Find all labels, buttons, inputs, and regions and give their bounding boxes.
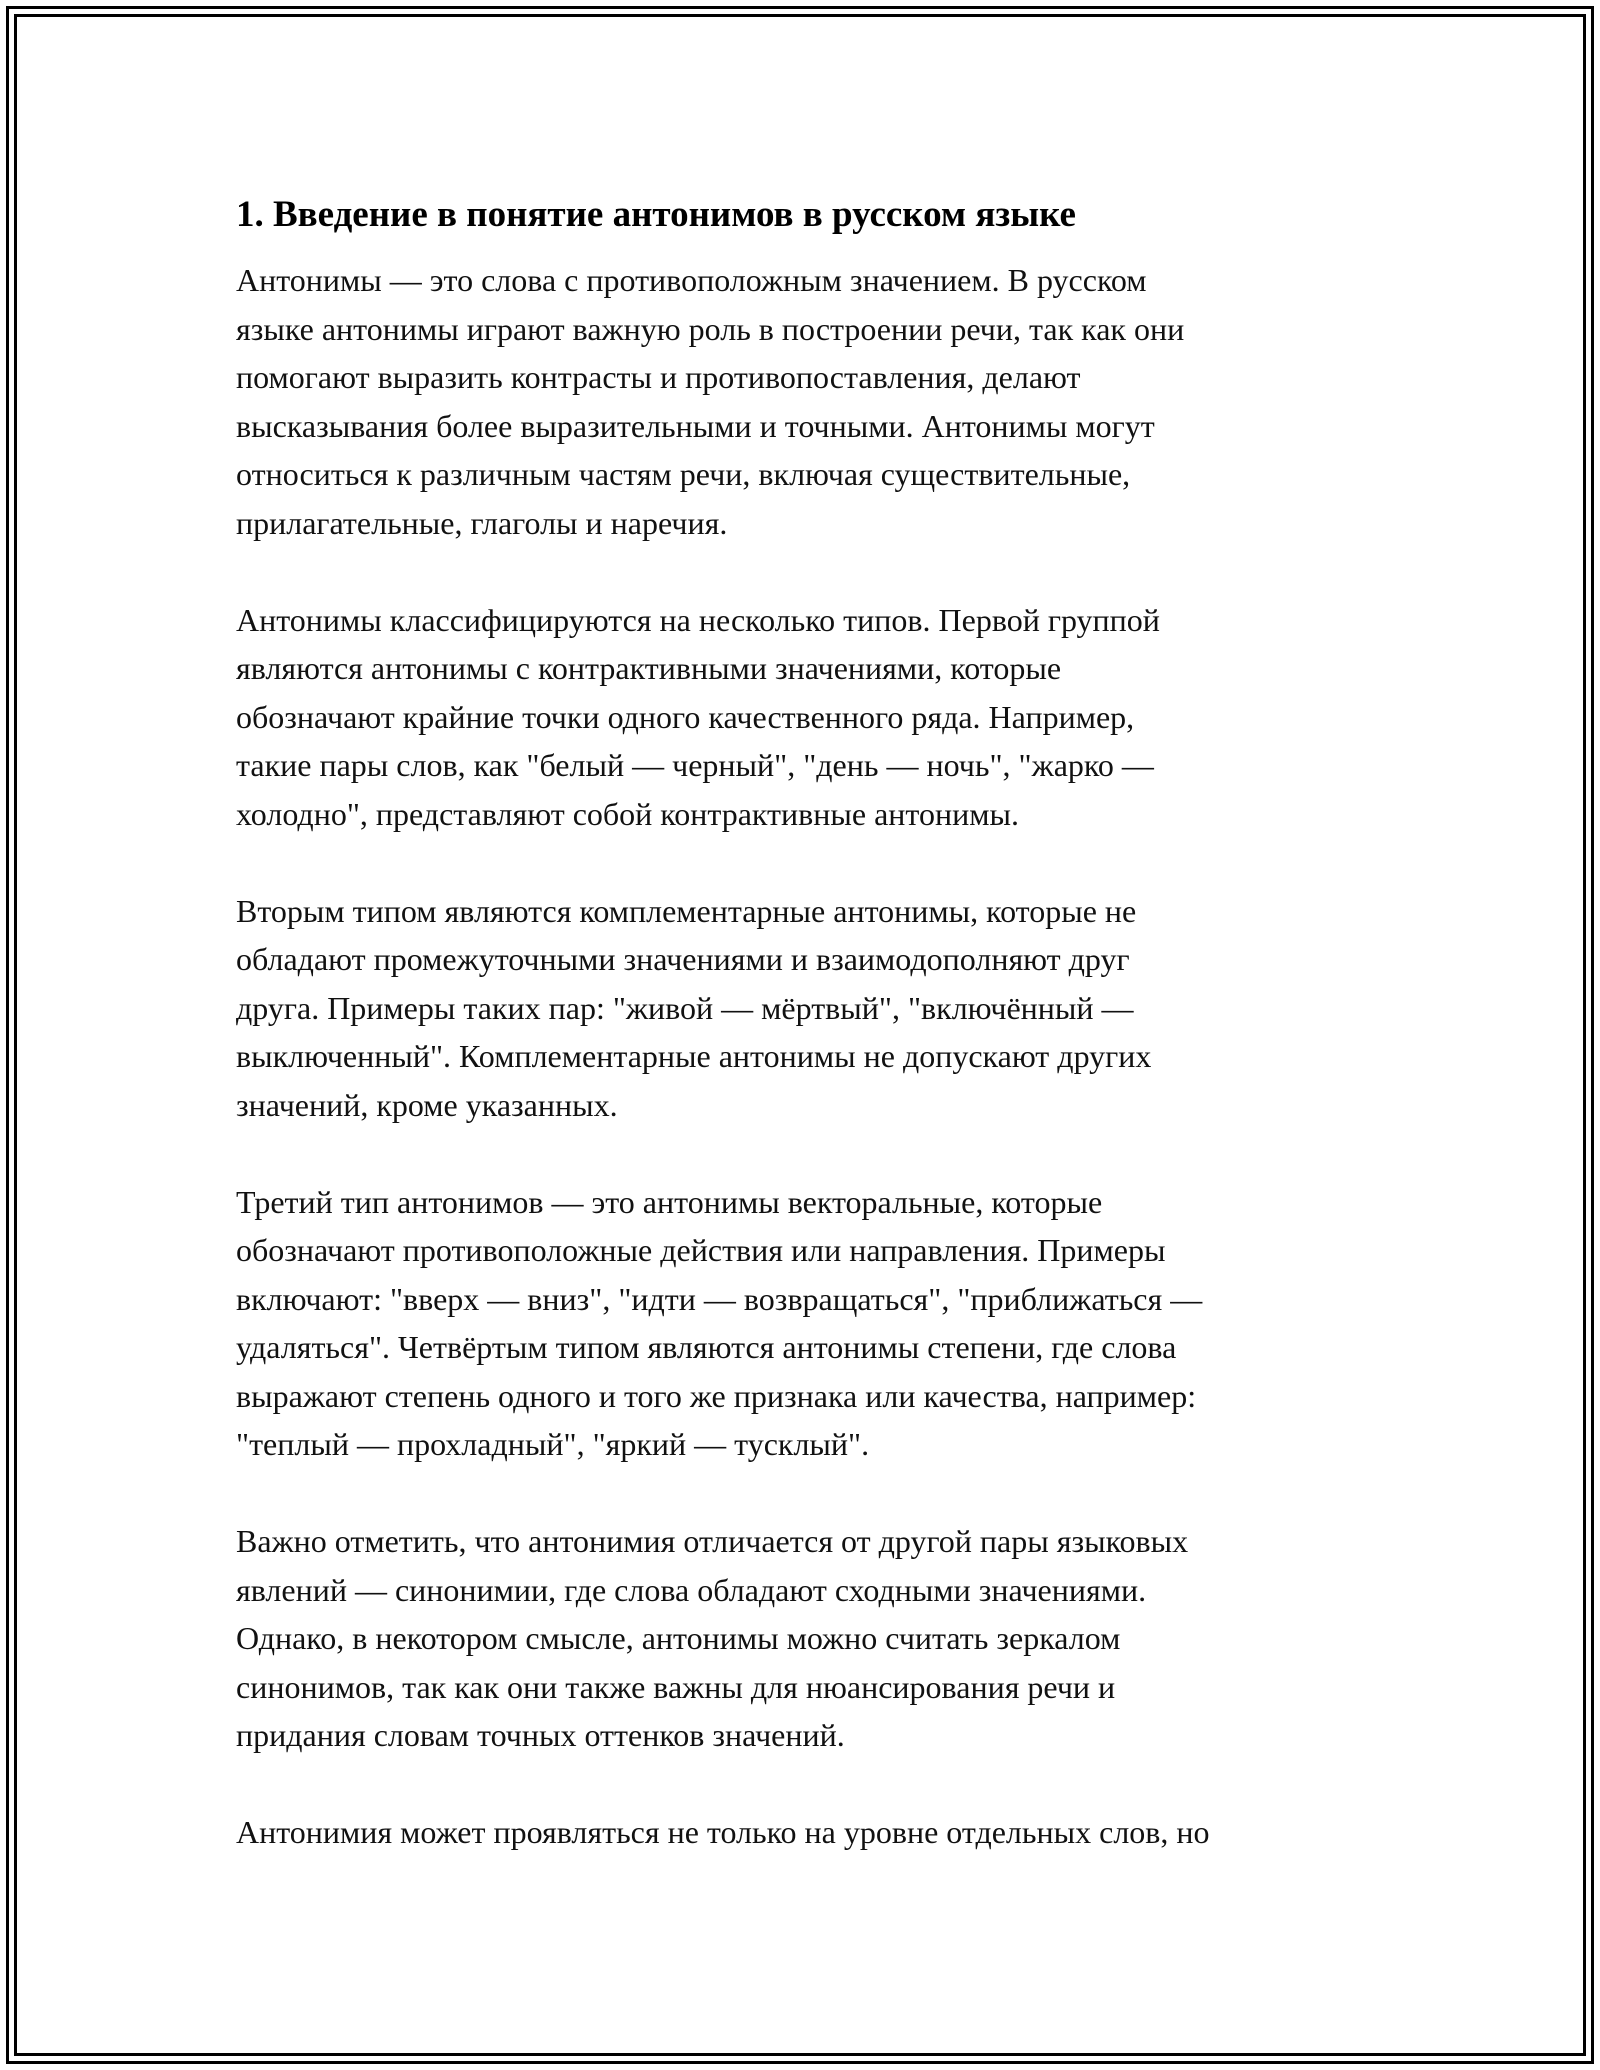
- document-body: [236, 186, 1376, 1857]
- text-line: выражают степень одного и того же признака или качества, например:: [236, 1377, 1197, 1414]
- text-line: выключенный". Комплементарные антонимы не допускают других: [236, 1038, 1152, 1074]
- text-line: обладают промежуточными значениями и взаимодополняют друг: [236, 941, 1130, 977]
- paragraph-antonyms-definition: [236, 256, 1376, 547]
- section-heading: 1. Введение в понятие антонимов в русском языке: [236, 194, 1076, 235]
- text-line: "теплый — прохладный", "яркий — тусклый".: [236, 1426, 870, 1462]
- text-line: высказывания более выразительными и точными. Антонимы могут: [236, 407, 1155, 444]
- text-line: придания словам точных оттенков значений.: [236, 1717, 845, 1753]
- text-line: Третий тип антонимов — это антонимы векторальные, которые: [236, 1183, 1103, 1220]
- text-line: Важно отметить, что антонимия отличается от другой пары языковых: [236, 1523, 1189, 1559]
- text-line: прилагательные, глаголы и наречия.: [236, 504, 728, 541]
- paragraph-antonymy-vs-synonymy: [236, 1517, 1376, 1760]
- text-line: помогают выразить контрасты и противопоставления, делают: [236, 359, 1081, 395]
- text-line: языке антонимы играют важную роль в построении речи, так как они: [236, 310, 1185, 347]
- text-line: Вторым типом являются комплементарные антонимы, которые не: [236, 892, 1137, 929]
- text-line: Антонимы — это слова с противоположным значением. В русском: [236, 262, 1147, 298]
- text-line: синонимов, так как они также важны для нюансирования речи и: [236, 1668, 1116, 1705]
- text-line: удаляться". Четвёртым типом являются антонимы степени, где слова: [236, 1329, 1177, 1365]
- text-line: значений, кроме указанных.: [236, 1086, 618, 1123]
- text-line: друга. Примеры таких пар: "живой — мёртвый", "включённый —: [236, 989, 1134, 1026]
- text-line: относиться к различным частям речи, включая существительные,: [236, 456, 1131, 492]
- text-line: Антонимы классифицируются на несколько типов. Первой группой: [236, 601, 1160, 638]
- paragraph-vector-and-degree-antonyms: [236, 1178, 1376, 1469]
- paragraph-contrary-antonyms: [236, 596, 1376, 839]
- text-line: Однако, в некотором смысле, антонимы можно считать зеркалом: [236, 1620, 1121, 1656]
- text-line: холодно", представляют собой контрактивные антонимы.: [236, 795, 1019, 832]
- text-line: обозначают противоположные действия или направления. Примеры: [236, 1232, 1166, 1268]
- text-line: обозначают крайние точки одного качественного ряда. Например,: [236, 698, 1135, 735]
- text-line: такие пары слов, как "белый — черный", "день — ночь", "жарко —: [236, 747, 1154, 783]
- text-line: являются антонимы с контрактивными значениями, которые: [236, 650, 1062, 686]
- paragraph-complementary-antonyms: [236, 887, 1376, 1130]
- text-line: включают: "вверх — вниз", "идти — возвращаться", "приближаться —: [236, 1280, 1203, 1317]
- text-line: Антонимия может проявляться не только на уровне отдельных слов, но: [236, 1814, 1210, 1850]
- paragraph-antonymy-levels: [236, 1808, 1376, 1857]
- text-line: явлений — синонимии, где слова обладают сходными значениями.: [236, 1571, 1147, 1608]
